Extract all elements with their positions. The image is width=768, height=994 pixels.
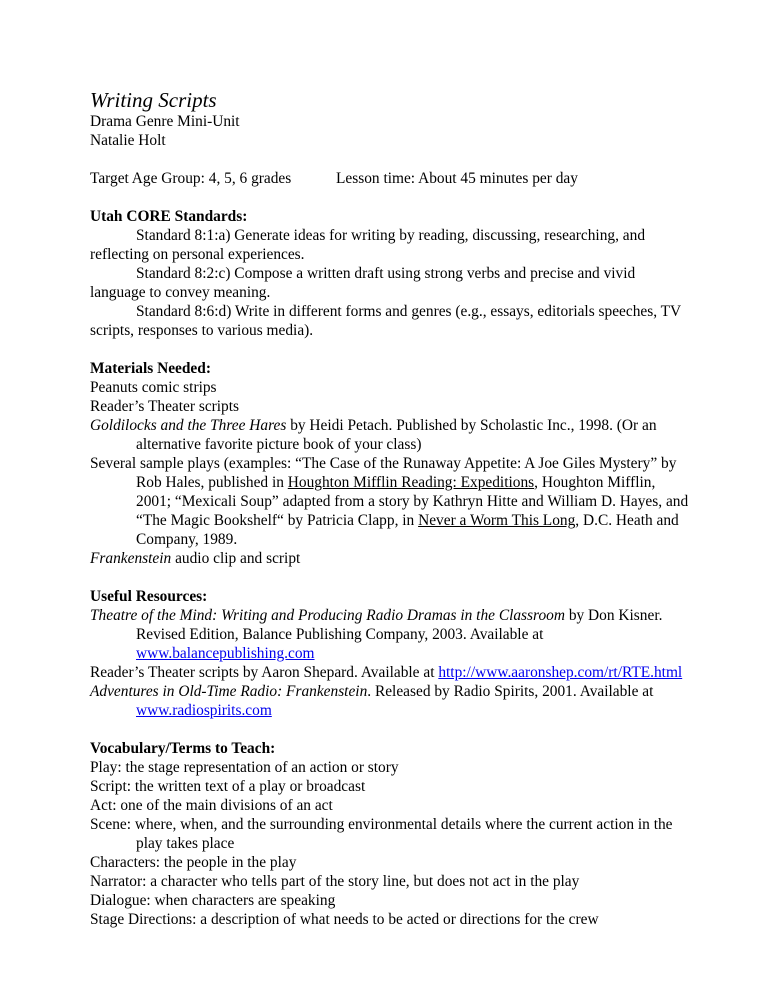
book-title: Adventures in Old-Time Radio: Frankenstein (90, 683, 368, 700)
book-title: Theatre of the Mind: Writing and Producing Radio Dramas in the Classroom (90, 607, 565, 624)
material-item: Several sample plays (examples: “The Case of the Runaway Appetite: A Joe Giles Mystery” by Rob Hales, published in Houghton Mifflin Reading: Expeditions, Houghton Mifflin, 2001; “Mexicali Soup” adapted from a story by Kathryn Hitte and William D. Hayes, and “The Magic Bookshelf“ by Patricia Clapp, in Never a Worm This Long, D.C. Heath and Company, 1989. (90, 455, 689, 548)
balance-publishing-link[interactable]: www.balancepublishing.com (136, 645, 315, 662)
vocabulary-heading: Vocabulary/Terms to Teach: (90, 740, 276, 757)
book-title: Frankenstein (90, 550, 172, 567)
aaronshep-link[interactable]: http://www.aaronshep.com/rt/RTE.html (438, 664, 683, 681)
radio-spirits-link[interactable]: www.radiospirits.com (136, 702, 272, 719)
material-item: Peanuts comic strips (90, 379, 217, 396)
material-item: Goldilocks and the Three Hares by Heidi Petach. Published by Scholastic Inc., 1998. (Or an alternative favorite picture book of your class) (90, 417, 657, 453)
target-age: Target Age Group: 4, 5, 6 grades (90, 170, 292, 187)
page-title: Writing Scripts (90, 88, 217, 112)
vocab-term: Characters: the people in the play (90, 854, 297, 871)
resource-item: Reader’s Theater scripts by Aaron Shepard. Available at http://www.aaronshep.com/rt/RTE.html (90, 664, 683, 681)
vocab-term: Play: the stage representation of an action or story (90, 759, 399, 776)
standard-item: Standard 8:2:c) Compose a written draft using strong verbs and precise and vivid language to convey meaning. (90, 265, 636, 301)
resource-item: Adventures in Old-Time Radio: Frankenstein. Released by Radio Spirits, 2001. Available at www.radiospirits.com (90, 683, 654, 719)
book-title: Never a Worm This Long (418, 512, 576, 529)
document-page (90, 88, 690, 929)
vocab-term: Narrator: a character who tells part of the story line, but does not act in the play (90, 873, 580, 890)
resources-heading: Useful Resources: (90, 588, 208, 605)
materials-heading: Materials Needed: (90, 360, 211, 377)
vocab-term: Act: one of the main divisions of an act (90, 797, 333, 814)
vocab-term: Stage Directions: a description of what needs to be acted or directions for the crew (90, 911, 599, 928)
material-item: Frankenstein audio clip and script (90, 550, 301, 567)
standard-item: Standard 8:6:d) Write in different forms and genres (e.g., essays, editorials speeches, TV scripts, responses to various media). (90, 303, 681, 339)
vocab-term: Dialogue: when characters are speaking (90, 892, 336, 909)
lesson-meta (90, 169, 690, 188)
resource-item: Theatre of the Mind: Writing and Producing Radio Dramas in the Classroom by Don Kisner. Revised Edition, Balance Publishing Company, 2003. Available at www.balancepublishing.com (90, 607, 663, 662)
subtitle: Drama Genre Mini-Unit (90, 113, 240, 130)
book-title: Houghton Mifflin Reading: Expeditions (287, 474, 535, 491)
vocab-term: Scene: where, when, and the surrounding environmental details where the current action in the play takes place (90, 816, 673, 852)
author: Natalie Holt (90, 132, 166, 149)
standard-item: Standard 8:1:a) Generate ideas for writing by reading, discussing, researching, and reflecting on personal experiences. (90, 227, 646, 263)
standards-heading: Utah CORE Standards: (90, 208, 248, 225)
book-title: Goldilocks and the Three Hares (90, 417, 287, 434)
lesson-time: Lesson time: About 45 minutes per day (336, 170, 578, 187)
material-item: Reader’s Theater scripts (90, 398, 240, 415)
vocab-term: Script: the written text of a play or broadcast (90, 778, 366, 795)
